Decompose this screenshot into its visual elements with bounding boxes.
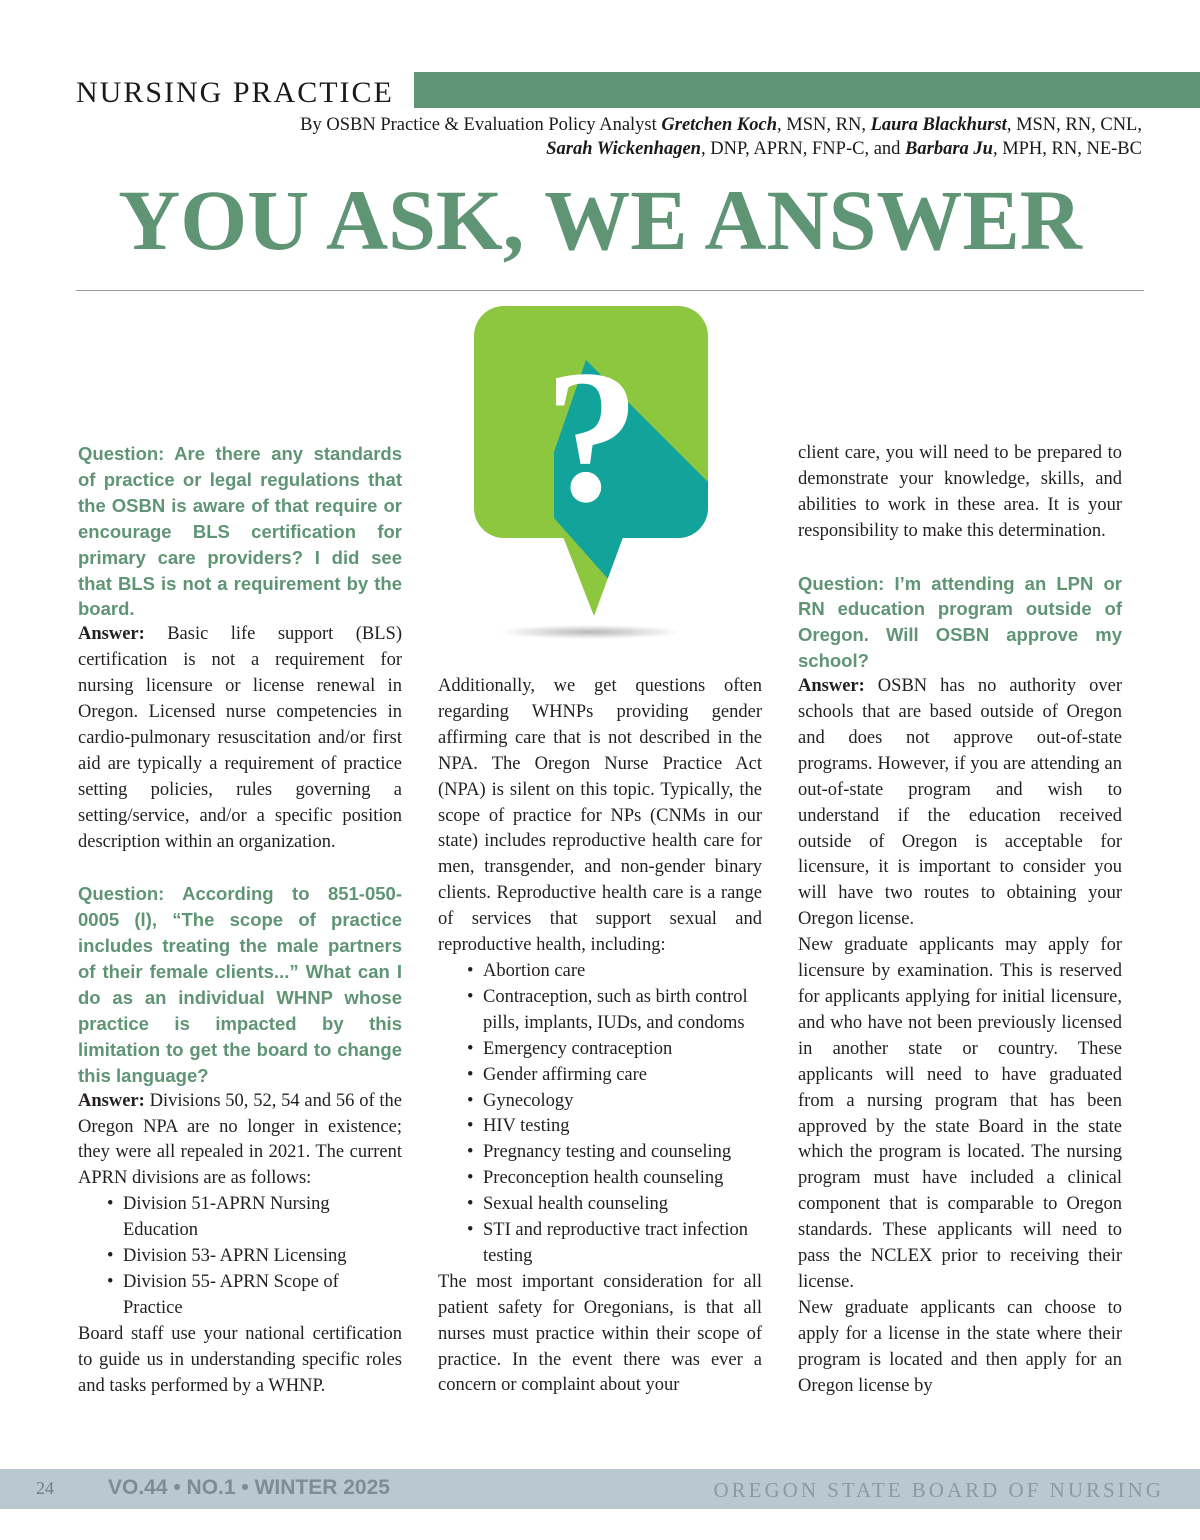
byline [242, 113, 1142, 161]
question-heading: Question: Are there any standards of practice or legal regulations that the OSBN is aware of that require or encourage BLS certification for primary care providers? I did see that BLS is not a requirement by the board. [78, 443, 402, 620]
author-credentials: , MSN, RN, [777, 115, 871, 135]
question-heading: Question: According to 851-050-0005 (l), “The scope of practice includes treating the male partners of their female clients...” What can I do as an individual WHNP whose practice is impacted by this limitation to get the board to change this language? [78, 883, 402, 1086]
list-item: • Contraception, such as birth control pills, implants, IUDs, and condoms [483, 985, 762, 1037]
header-bar [414, 72, 1200, 108]
list-item: • Gynecology [483, 1089, 762, 1115]
article-title: YOU ASK, WE ANSWER [118, 172, 1082, 268]
question-heading: Question: I’m attending an LPN or RN education program outside of Oregon. Will OSBN approve my school? [798, 572, 1122, 672]
list-item: • Gender affirming care [483, 1063, 762, 1089]
author-name: Sarah Wickenhagen [546, 139, 701, 159]
list-item: • Sexual health counseling [483, 1192, 762, 1218]
title-divider [76, 290, 1144, 291]
question-mark-glyph: ? [544, 332, 640, 542]
author-name: Barbara Ju [905, 139, 993, 159]
list-item: • Emergency contraception [483, 1037, 762, 1063]
list-item: • Abortion care [483, 959, 762, 985]
list-item: • HIV testing [483, 1114, 762, 1140]
author-credentials: , DNP, APRN, FNP-C, and [700, 139, 906, 159]
list-item: • STI and reproductive tract infection testing [483, 1218, 762, 1270]
body-paragraph: Board staff use your national certification to guide us in understanding specific roles and tasks performed by a WHNP. [78, 1323, 402, 1396]
section-label: NURSING PRACTICE [76, 76, 394, 109]
column-3 [798, 441, 1122, 1400]
answer-label: Answer: [78, 624, 145, 645]
body-paragraph: New graduate applicants can choose to apply for a license in the state where their program is located and then apply for an Oregon license by [798, 1297, 1122, 1396]
list-item: • Division 53- APRN Licensing [123, 1244, 402, 1270]
services-list [438, 959, 762, 1270]
byline-prefix: By OSBN Practice & Evaluation Policy Analyst [300, 115, 662, 135]
author-name: Gretchen Koch [661, 115, 778, 135]
answer-paragraph [78, 1089, 402, 1193]
author-credentials: , MSN, RN, CNL, [1006, 115, 1142, 135]
body-paragraph: New graduate applicants may apply for licensure by examination. This is reserved for applicants applying for initial licensure, and who have not been previously licensed in another state or country. These applicants will need to have graduated from a nursing program that has been approved by the state Board in the state which the program is located. The nursing program must have included a clinical component that is comparable to Oregon standards. These applicants will need to pass the NCLEX prior to receiving their license. [798, 935, 1122, 1292]
column-1 [78, 441, 402, 1400]
organization-name: OREGON STATE BOARD OF NURSING [713, 1478, 1164, 1502]
answer-label: Answer: [798, 676, 865, 697]
icon-shadow [498, 625, 682, 639]
answer-label: Answer: [78, 1090, 145, 1111]
list-item: • Division 51-APRN Nursing Education [123, 1192, 402, 1244]
page-footer [0, 1469, 1200, 1509]
page-number: 24 [36, 1478, 54, 1498]
list-item: • Pregnancy testing and counseling [483, 1140, 762, 1166]
body-paragraph: client care, you will need to be prepared to demonstrate your knowledge, skills, and abilities to work in these area. It is your responsibility to make this determination. [798, 443, 1122, 541]
answer-paragraph [78, 622, 402, 855]
author-credentials: , MPH, RN, NE-BC [992, 139, 1142, 159]
answer-paragraph [798, 674, 1122, 933]
author-name: Laura Blackhurst [870, 115, 1007, 135]
body-paragraph: The most important consideration for all patient safety for Oregonians, is that all nurses must practice within their scope of practice. In the event there was ever a concern or complaint about your [438, 1271, 762, 1396]
list-item: • Division 55- APRN Scope of Practice [123, 1270, 402, 1322]
issue-label: VO.44 • NO.1 • WINTER 2025 [108, 1476, 390, 1499]
column-2 [438, 674, 762, 1399]
body-paragraph: Additionally, we get questions often regarding WHNPs providing gender affirming care that is not described in the NPA. The Oregon Nurse Practice Act (NPA) is silent on this topic. Typically, the scope of practice for NPs (CNMs in our state) includes reproductive health care for men, transgender, and non-gender binary clients. Reproductive health care is a range of services that support sexual and reproductive health, including: [438, 676, 762, 956]
answer-text: OSBN has no authority over schools that are based outside of Oregon and does not approve out-of-state programs. However, if you are attending an out-of-state program and wish to understand if the education received outside of Oregon is acceptable for licensure, it is important to consider you will have two routes to obtaining your Oregon license. [798, 676, 1122, 930]
list-item: • Preconception health counseling [483, 1166, 762, 1192]
answer-text: Divisions 50, 52, 54 and 56 of the Oregon NPA are no longer in existence; they were all repealed in 2021. The current APRN divisions are as follows: [78, 1090, 402, 1189]
divisions-list [78, 1192, 402, 1322]
question-bubble-icon [468, 304, 714, 646]
answer-text: Basic life support (BLS) certification is not a requirement for nursing licensure or license renewal in Oregon. Licensed nurse competencies in cardio-pulmonary resuscitation and/or first aid are typically a requirement of practice setting policies, rules governing a setting/service, and/or a specific position description within an organization. [78, 624, 402, 852]
